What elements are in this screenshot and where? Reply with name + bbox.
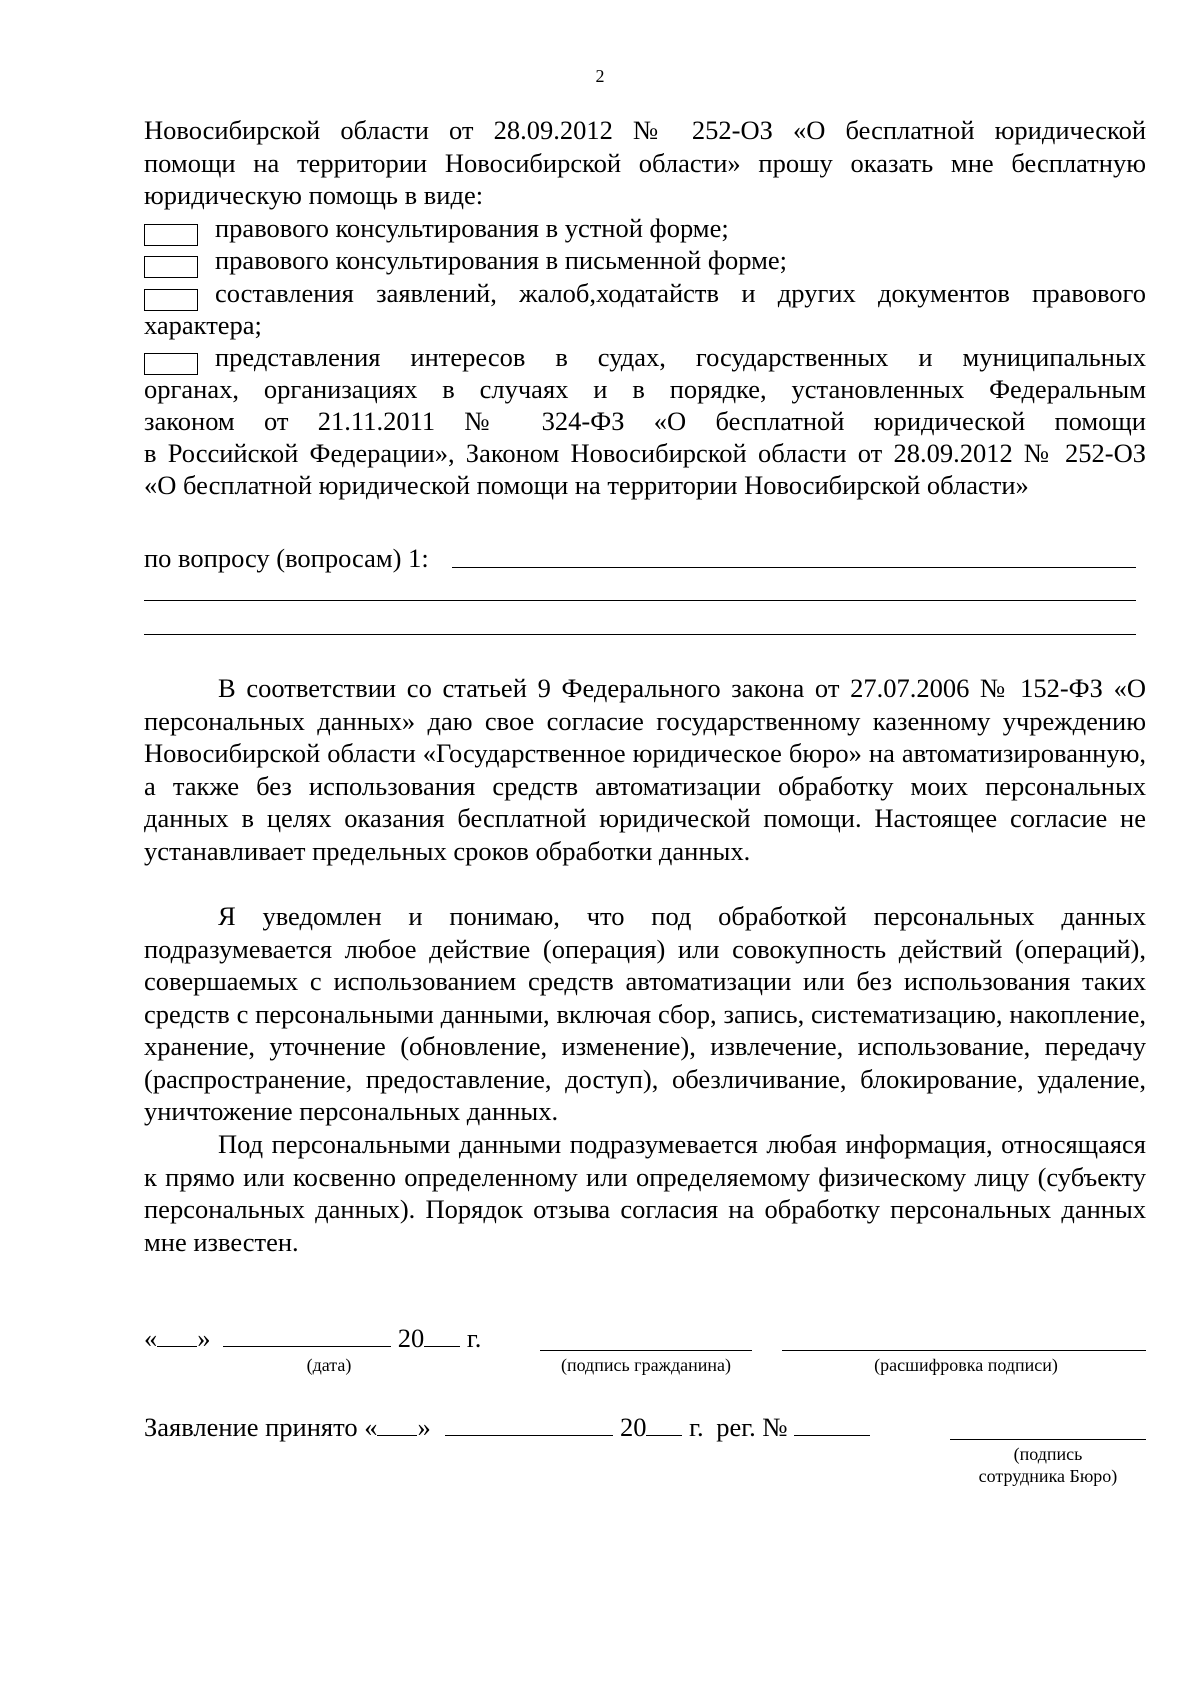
citizen-signature-field[interactable] <box>540 1350 752 1351</box>
question-field-line-3[interactable] <box>144 634 1136 635</box>
registration-label: рег. № <box>716 1412 788 1442</box>
checkbox-document-preparation[interactable] <box>144 289 198 311</box>
intro-paragraph <box>144 114 1146 212</box>
employee-caption-line: (подпись <box>1013 1444 1083 1464</box>
date-caption: (дата) <box>306 1355 352 1375</box>
year-field[interactable] <box>424 1324 460 1347</box>
question-label: по вопросу (вопросам) 1: <box>144 543 429 573</box>
intro-line: помощи на территории Новосибирской области» прошу оказать мне бесплатную <box>144 147 1146 178</box>
checkbox-representation[interactable] <box>144 353 198 375</box>
option-document-preparation-cont: характера; <box>144 310 262 340</box>
consent-paragraph-1: В соответствии со статьей 9 Федерального закона от 27.07.2006 № 152-ФЗ «О персональных данных» даю свое согласие государственному казенному учреждению Новосибирской области «Государственное юридическое бюро» на автоматизированную, а также без использования средств автоматизации обработку моих персональных данных в целях оказания бесплатной юридической помощи. Настоящее согласие не устанавливает предельных сроков обработки данных. <box>144 673 1146 866</box>
registration-number-field[interactable] <box>794 1413 870 1436</box>
quote-close: » <box>417 1412 431 1442</box>
signature-decode-field[interactable] <box>782 1350 1146 1351</box>
option-document-preparation: составления заявлений, жалоб,ходатайств и других документов правового <box>215 278 1146 308</box>
question-field-line-1[interactable] <box>452 567 1136 568</box>
citizen-signature-caption: (подпись гражданина) <box>560 1355 732 1375</box>
year-suffix: г. <box>466 1323 482 1353</box>
option-representation: представления интересов в судах, государственных и муниципальных <box>215 342 1146 372</box>
checkbox-oral-consultation[interactable] <box>144 224 198 246</box>
accepted-year-field[interactable] <box>646 1413 682 1436</box>
accepted-month-field[interactable] <box>445 1413 613 1436</box>
year-prefix: 20 <box>619 1412 647 1442</box>
intro-line: юридическую помощь в виде: <box>144 180 484 210</box>
month-field[interactable] <box>223 1324 391 1347</box>
option-representation-cont: в Российской Федерации», Законом Новосибирской области от 28.09.2012 № 252-ОЗ <box>144 438 1146 468</box>
option-representation-cont: «О бесплатной юридической помощи на территории Новосибирской области» <box>144 470 1029 500</box>
consent-paragraph-2: Я уведомлен и понимаю, что под обработкой персональных данных подразумевается любое действие (операция) или совокупность действий (операций), совершаемых с использованием средств автоматизации или без использования таких средств с персональными данными, включая сбор, запись, систематизацию, накопление, хранение, уточнение (обновление, изменение), извлечение, использование, передачу (распространение, предоставление, доступ), обезличивание, блокирование, удаление, уничтожение персональных данных. <box>144 901 1146 1126</box>
signature-decode-caption: (расшифровка подписи) <box>874 1355 1058 1375</box>
employee-caption-line: сотрудника Бюро) <box>978 1466 1118 1486</box>
quote-open: « <box>144 1323 158 1353</box>
checkbox-written-consultation[interactable] <box>144 256 198 278</box>
option-written-consultation: правового консультирования в письменной форме; <box>215 245 788 275</box>
intro-line: Новосибирской области от 28.09.2012 № 252-ОЗ «О бесплатной юридической <box>144 115 1146 145</box>
page-number: 2 <box>595 66 605 86</box>
employee-signature-caption <box>960 1443 1136 1487</box>
option-oral-consultation: правового консультирования в устной форме; <box>215 213 729 243</box>
quote-close: » <box>197 1323 211 1353</box>
accepted-day-field[interactable] <box>377 1413 417 1436</box>
option-representation-cont: законом от 21.11.2011 № 324-ФЗ «О бесплатной юридической помощи <box>144 406 1146 436</box>
consent-paragraph-3: Под персональными данными подразумевается любая информация, относящаяся к прямо или косвенно определенному или определяемому физическому лицу (субъекту персональных данных). Порядок отзыва согласия на обработку персональных данных мне известен. <box>144 1129 1146 1257</box>
option-representation-cont: органах, организациях в случаях и в порядке, установленных Федеральным <box>144 374 1146 404</box>
accepted-label: Заявление принято « <box>144 1412 378 1442</box>
day-field[interactable] <box>157 1324 197 1347</box>
question-field-line-2[interactable] <box>144 600 1136 601</box>
employee-signature-field[interactable] <box>950 1439 1146 1440</box>
year-suffix: г. <box>689 1412 704 1442</box>
accepted-row <box>144 1411 870 1444</box>
signature-date-row <box>144 1322 481 1355</box>
year-prefix: 20 <box>397 1323 425 1353</box>
